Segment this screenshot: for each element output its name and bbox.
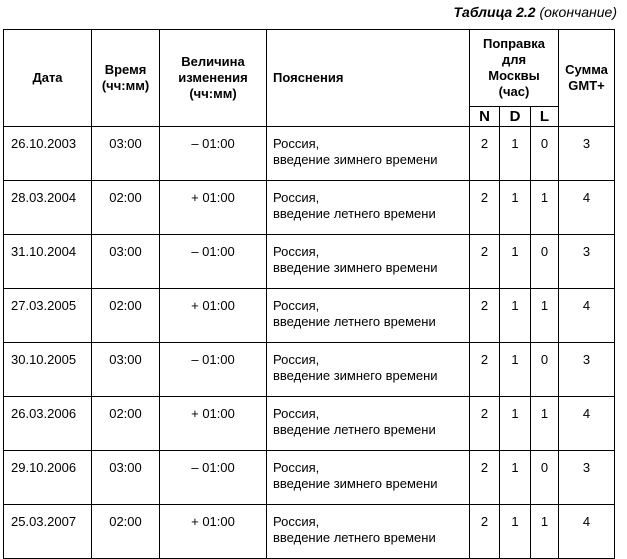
header-time: Время (чч:мм) <box>92 30 160 127</box>
row-sum: 4 <box>559 181 615 235</box>
row-l: 1 <box>531 181 559 235</box>
explanation-line-1: Россия, <box>273 406 320 421</box>
row-n: 2 <box>470 235 500 289</box>
row-n: 2 <box>470 289 500 343</box>
explanation-line-2: введение летнего времени <box>273 422 436 437</box>
row-time: 02:00 <box>92 397 160 451</box>
table-row <box>4 397 615 451</box>
table-caption <box>453 4 617 20</box>
row-time: 03:00 <box>92 451 160 505</box>
row-sum: 3 <box>559 127 615 181</box>
row-date: 31.10.2004 <box>4 235 92 289</box>
row-change: – 01:00 <box>160 235 267 289</box>
explanation-line-1: Россия, <box>273 136 320 151</box>
row-l: 0 <box>531 127 559 181</box>
row-time: 02:00 <box>92 181 160 235</box>
explanation-line-1: Россия, <box>273 298 320 313</box>
row-n: 2 <box>470 343 500 397</box>
table-row <box>4 505 615 559</box>
row-explanation <box>267 127 470 181</box>
row-change: – 01:00 <box>160 343 267 397</box>
row-sum: 4 <box>559 289 615 343</box>
row-date: 26.03.2006 <box>4 397 92 451</box>
row-l: 0 <box>531 235 559 289</box>
header-correction: Поправка для Москвы (час) <box>470 30 559 107</box>
row-n: 2 <box>470 451 500 505</box>
row-d: 1 <box>500 451 531 505</box>
row-n: 2 <box>470 181 500 235</box>
row-date: 29.10.2006 <box>4 451 92 505</box>
row-change: – 01:00 <box>160 451 267 505</box>
row-date: 30.10.2005 <box>4 343 92 397</box>
explanation-line-2: введение летнего времени <box>273 530 436 545</box>
table-title: Таблица 2.2 <box>453 4 536 20</box>
row-d: 1 <box>500 235 531 289</box>
row-time: 03:00 <box>92 127 160 181</box>
row-change: + 01:00 <box>160 289 267 343</box>
row-n: 2 <box>470 397 500 451</box>
row-sum: 4 <box>559 505 615 559</box>
row-n: 2 <box>470 127 500 181</box>
table-body <box>4 127 615 559</box>
row-date: 25.03.2007 <box>4 505 92 559</box>
row-date: 27.03.2005 <box>4 289 92 343</box>
row-l: 0 <box>531 343 559 397</box>
row-explanation <box>267 397 470 451</box>
row-date: 28.03.2004 <box>4 181 92 235</box>
row-explanation <box>267 343 470 397</box>
row-d: 1 <box>500 343 531 397</box>
row-n: 2 <box>470 505 500 559</box>
row-l: 1 <box>531 289 559 343</box>
row-l: 1 <box>531 397 559 451</box>
header-l: L <box>531 107 559 127</box>
header-date: Дата <box>4 30 92 127</box>
row-time: 02:00 <box>92 289 160 343</box>
row-sum: 3 <box>559 451 615 505</box>
dst-table <box>3 29 615 559</box>
explanation-line-2: введение зимнего времени <box>273 368 438 383</box>
explanation-line-1: Россия, <box>273 190 320 205</box>
row-d: 1 <box>500 181 531 235</box>
table-row <box>4 343 615 397</box>
row-change: + 01:00 <box>160 397 267 451</box>
header-sum: Сумма GMT+ <box>559 30 615 127</box>
row-sum: 4 <box>559 397 615 451</box>
header-explanation: Пояснения <box>267 30 470 127</box>
explanation-line-1: Россия, <box>273 244 320 259</box>
explanation-line-1: Россия, <box>273 460 320 475</box>
explanation-line-2: введение зимнего времени <box>273 152 438 167</box>
table-row <box>4 451 615 505</box>
explanation-line-1: Россия, <box>273 352 320 367</box>
table-row <box>4 289 615 343</box>
table-row <box>4 181 615 235</box>
row-date: 26.10.2003 <box>4 127 92 181</box>
row-sum: 3 <box>559 235 615 289</box>
row-l: 1 <box>531 505 559 559</box>
row-change: + 01:00 <box>160 505 267 559</box>
row-sum: 3 <box>559 343 615 397</box>
row-time: 02:00 <box>92 505 160 559</box>
row-explanation <box>267 505 470 559</box>
row-l: 0 <box>531 451 559 505</box>
row-time: 03:00 <box>92 343 160 397</box>
explanation-line-1: Россия, <box>273 514 320 529</box>
row-change: – 01:00 <box>160 127 267 181</box>
table-row <box>4 127 615 181</box>
table-row <box>4 235 615 289</box>
explanation-line-2: введение летнего времени <box>273 314 436 329</box>
header-n: N <box>470 107 500 127</box>
row-explanation <box>267 451 470 505</box>
row-explanation <box>267 289 470 343</box>
explanation-line-2: введение летнего времени <box>273 206 436 221</box>
row-d: 1 <box>500 289 531 343</box>
row-change: + 01:00 <box>160 181 267 235</box>
row-time: 03:00 <box>92 235 160 289</box>
row-explanation <box>267 181 470 235</box>
row-explanation <box>267 235 470 289</box>
explanation-line-2: введение зимнего времени <box>273 260 438 275</box>
header-d: D <box>500 107 531 127</box>
row-d: 1 <box>500 505 531 559</box>
explanation-line-2: введение зимнего времени <box>273 476 438 491</box>
row-d: 1 <box>500 127 531 181</box>
table-note: (окончание) <box>539 4 617 20</box>
row-d: 1 <box>500 397 531 451</box>
header-change: Величина изменения (чч:мм) <box>160 30 267 127</box>
